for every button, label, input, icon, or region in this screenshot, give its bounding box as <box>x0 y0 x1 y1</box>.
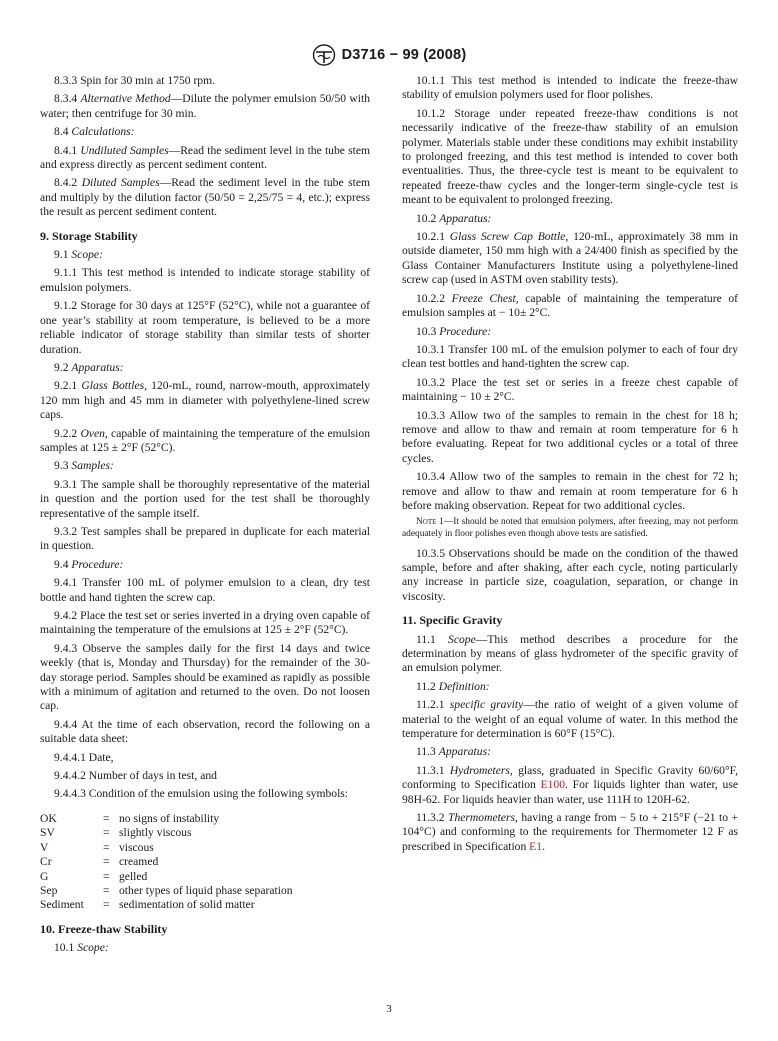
clause-text: 10.1.1 This test method is intended to indicate the freeze-thaw stability of emulsion polymers used for floor polishes. <box>402 74 738 102</box>
clause-term: Oven, <box>80 426 108 440</box>
clause-text: —Read the sediment level in the tube stem and express directly as percent sediment content. <box>40 143 370 172</box>
section-heading: 10. Freeze-thaw Stability <box>40 921 168 936</box>
paragraph <box>40 248 370 262</box>
paragraph <box>40 787 370 801</box>
symbol-description: no signs of instability <box>119 811 220 825</box>
paragraph <box>40 576 370 605</box>
clause-text: capable of maintaining the temperature of emulsion samples at − 10± 2°C. <box>402 291 738 320</box>
symbol-equals: = <box>103 840 110 854</box>
clause-number: 11.3 <box>416 745 439 759</box>
paragraph <box>402 745 738 759</box>
clause-text: —Dilute the polymer emulsion 50/50 with water; then centrifuge for 30 min. <box>40 92 370 120</box>
paragraph <box>402 680 738 694</box>
clause-text: 120-mL, approximately 38 mm in outside diameter, 150 mm high with a 24/400 finish as specified by the Glass Container Manufacturers Institute using a polyethylene-lined screw cap (used in ASTM oven stability tests). <box>402 230 738 287</box>
symbol-abbr: SV <box>40 826 55 840</box>
paragraph <box>40 642 370 714</box>
paragraph <box>402 230 738 288</box>
symbol-description: viscous <box>119 840 154 854</box>
section-heading: 11. Specific Gravity <box>402 613 503 628</box>
clause-number: 9.4 <box>54 557 72 571</box>
symbol-description: sedimentation of solid matter <box>119 898 255 912</box>
section-heading: 9. Storage Stability <box>40 228 138 243</box>
clause-number: 11.2.1 <box>416 698 450 712</box>
clause-text: 9.3.1 The sample shall be thoroughly representative of the material in question and the portion used for the test shall be thoroughly representative of the sample itself. <box>40 477 370 520</box>
symbol-row <box>40 826 293 840</box>
clause-term: Samples: <box>71 459 114 473</box>
clause-text: 10.3.5 Observations should be made on the condition of the thawed sample, before and after shaking, after each cycle, noting particularly any increase in particle size, coagulation, separation, or change in viscosity. <box>402 546 738 603</box>
clause-number: 8.4.2 <box>54 176 82 190</box>
symbol-equals: = <box>103 855 110 869</box>
clause-number: 9.3 <box>54 459 72 473</box>
clause-text: 9.4.4.3 Condition of the emulsion using the following symbols: <box>54 787 349 801</box>
note-label: Note 1 <box>416 517 444 528</box>
paragraph <box>40 176 370 219</box>
page-number: 3 <box>386 1003 392 1015</box>
paragraph <box>40 361 370 375</box>
clause-text: 9.4.1 Transfer 100 mL of polymer emulsion to a clean, dry test bottle and hand tighten the screw cap. <box>40 576 370 604</box>
symbol-equals: = <box>103 826 110 840</box>
paragraph <box>40 478 370 521</box>
clause-term: Undiluted Samples <box>80 143 169 157</box>
clause-number: 11.1 <box>416 632 449 646</box>
clause-text: 8.3.3 Spin for 30 min at 1750 rpm. <box>54 74 216 87</box>
note-paragraph <box>402 517 738 540</box>
clause-text: 10.3.3 Allow two of the samples to remain in the chest for 18 h; remove and allow to thaw and remain at room temperature for 6 h before evaluating. Repeat for two additional cycles or a total of three cycles. <box>402 408 738 465</box>
symbol-description: other types of liquid phase separation <box>119 883 293 897</box>
clause-text: 9.3.2 Test samples shall be prepared in duplicate for each material in question. <box>40 524 370 553</box>
symbol-abbr: V <box>40 840 49 854</box>
paragraph <box>402 376 738 405</box>
page-header <box>0 44 778 66</box>
clause-text: . <box>542 839 545 853</box>
paragraph <box>40 459 370 473</box>
paragraph <box>40 266 370 295</box>
paragraph <box>402 107 738 208</box>
paragraph <box>40 751 370 765</box>
left-column <box>40 74 370 960</box>
clause-text: 9.4.4 At the time of each observation, record the following on a suitable data sheet: <box>40 717 370 746</box>
clause-number: 11.2 <box>416 679 439 693</box>
symbol-row <box>40 841 293 855</box>
specification-link[interactable]: E100 <box>540 778 566 792</box>
clause-text: 9.4.3 Observe the samples daily for the first 14 days and twice weekly (that is, Monday and Thursday) for the remainder of the 30-day storage period. Samples should be examined as rapidly as possible with a minimum of agitation and returned to the oven. Do not loosen cap. <box>40 641 370 713</box>
paragraph <box>40 92 370 121</box>
symbol-row <box>40 870 293 884</box>
paragraph <box>402 633 738 676</box>
clause-term: Glass Screw Cap Bottle, <box>449 230 569 244</box>
clause-number: 8.4.1 <box>54 143 81 157</box>
symbol-description: slightly viscous <box>119 826 192 840</box>
paragraph <box>40 379 370 422</box>
paragraph <box>402 547 738 605</box>
paragraph <box>402 698 738 741</box>
paragraph <box>402 343 738 372</box>
paragraph <box>40 558 370 572</box>
clause-number: 10.3 <box>416 324 440 338</box>
right-column <box>402 74 738 858</box>
symbol-equals: = <box>103 898 110 912</box>
clause-text: glass, graduated in Specific Gravity 60/60°F, conforming to Specification <box>402 763 738 792</box>
paragraph <box>40 718 370 747</box>
symbol-row <box>40 812 293 826</box>
symbol-row <box>40 884 293 898</box>
clause-number: 10.2.2 <box>416 291 452 305</box>
clause-term: Freeze Chest, <box>451 291 519 305</box>
symbol-row <box>40 898 293 912</box>
symbol-table <box>40 812 293 913</box>
clause-term: Hydrometers, <box>449 763 513 777</box>
paragraph <box>40 525 370 554</box>
symbol-description: gelled <box>119 869 148 883</box>
clause-number: 9.2.2 <box>54 426 81 440</box>
clause-number: 9.1 <box>54 248 72 262</box>
clause-text: —Read the sediment level in the tube stem and multiply by the dilution factor (50/50 = 2,25/75 = 4, etc.); express the result as percent sediment content. <box>40 176 370 219</box>
clause-number: 9.2 <box>54 360 72 374</box>
paragraph <box>402 409 738 467</box>
clause-text: 10.1.2 Storage under repeated freeze-thaw conditions is not necessarily indicative of the freeze-thaw stability of an emulsion polymer. Materials stable under these conditions may exhibit instability to prolonged freezing, and this test method is intended to cover both eventualities. Thus, the three-cycle test is meant to be equivalent to repeated freeze-thaw cycles and the longer-term single-cycle test is meant to be equivalent to prolonged freezing. <box>402 106 738 207</box>
paragraph <box>40 427 370 456</box>
symbol-equals: = <box>103 883 110 897</box>
clause-text: 9.1.1 This test method is intended to indicate storage stability of emulsion polymers. <box>40 266 370 294</box>
paragraph <box>402 470 738 513</box>
symbol-equals: = <box>103 811 110 825</box>
clause-number: 9.2.1 <box>54 379 82 393</box>
clause-text: 9.4.4.2 Number of days in test, and <box>54 769 217 783</box>
clause-term: Alternative Method <box>80 92 171 106</box>
clause-text: 9.4.4.1 Date, <box>54 750 114 764</box>
clause-term: Apparatus: <box>71 360 124 374</box>
clause-term: Scope: <box>71 248 103 262</box>
paragraph <box>40 125 370 139</box>
symbol-row <box>40 855 293 869</box>
clause-text: 10.3.1 Transfer 100 mL of the emulsion polymer to each of four dry clean test bottles and hand-tighten the screw cap. <box>402 342 738 371</box>
clause-number: 11.3.2 <box>416 811 448 825</box>
clause-text: —This method describes a procedure for the determination by means of glass hydrometer of the specific gravity of an emulsion polymer. <box>402 632 738 675</box>
paragraph <box>40 144 370 173</box>
clause-number: 8.4 <box>54 125 72 139</box>
symbol-abbr: Cr <box>40 855 52 869</box>
paragraph <box>402 292 738 321</box>
astm-logo-icon <box>312 44 336 66</box>
paragraph <box>40 769 370 783</box>
paragraph <box>40 74 370 88</box>
clause-text: having a range from − 5 to + 215°F (−21 to + 104°C) and conforming to the requirements for Thermometer 12 F as prescribed in Specification <box>402 811 739 853</box>
clause-term: Calculations: <box>71 125 135 139</box>
clause-text: 9.4.2 Place the test set or series inverted in a drying oven capable of maintaining the temperature of the emulsions at 125 ± 2°F (52°C). <box>40 609 370 637</box>
clause-text: 120-mL, round, narrow-mouth, approximately 120 mm high and 45 mm in diameter with polyethylene-lined screw caps. <box>40 379 370 422</box>
clause-text: capable of maintaining the temperature of the emulsion samples at 125 ± 2°F (52°C). <box>40 426 370 454</box>
clause-text: 10.3.2 Place the test set or series in a freeze chest capable of maintaining − 10 ± 2°C. <box>402 375 738 404</box>
symbol-abbr: Sep <box>40 883 58 897</box>
clause-number: 10.2.1 <box>416 230 450 244</box>
clause-number: 8.3.4 <box>54 92 81 106</box>
clause-number: 11.3.1 <box>416 763 450 777</box>
paragraph <box>402 811 738 854</box>
clause-term: Scope: <box>77 941 109 955</box>
paragraph <box>40 941 370 955</box>
clause-number: 10.1 <box>54 941 78 955</box>
clause-term: Diluted Samples <box>81 176 160 190</box>
document-id: D3716 − 99 (2008) <box>341 47 467 63</box>
paragraph <box>402 764 738 807</box>
clause-number: 10.2 <box>416 211 440 225</box>
symbol-equals: = <box>103 869 110 883</box>
clause-term: Glass Bottles, <box>81 379 148 393</box>
clause-text: 9.1.2 Storage for 30 days at 125°F (52°C), while not a guarantee of one year’s stability at room temperature, is believed to be a more reliable indicator of storage stability than similar tests of shorter duration. <box>40 299 370 356</box>
symbol-description: creamed <box>119 855 159 869</box>
clause-term: Definition: <box>438 679 490 693</box>
clause-text: —the ratio of weight of a given volume of material to the weight of an equal volume of water. In this method the temperature for determination is 60°F (15°C). <box>402 698 739 741</box>
paragraph <box>40 609 370 638</box>
clause-term: Thermometers, <box>448 811 518 825</box>
clause-term: Scope <box>448 632 476 646</box>
note-text: —It should be noted that emulsion polymers, after freezing, may not perform adequately in floor polishes even though above tests are satisfied. <box>402 517 738 539</box>
paragraph <box>402 325 738 339</box>
paragraph <box>402 212 738 226</box>
clause-text: 10.3.4 Allow two of the samples to remain in the chest for 72 h; remove and allow to thaw and remain at room temperature for 6 h before making observation. Repeat for two additional cycles. <box>402 470 738 512</box>
clause-term: Procedure: <box>71 557 124 571</box>
clause-term: Apparatus: <box>439 211 492 225</box>
symbol-abbr: OK <box>40 811 57 825</box>
paragraph <box>402 74 738 103</box>
symbol-abbr: Sediment <box>40 898 84 912</box>
paragraph <box>40 299 370 357</box>
clause-term: Procedure: <box>439 324 492 338</box>
specification-link[interactable]: E1 <box>529 839 543 853</box>
symbol-abbr: G <box>40 869 49 883</box>
clause-text: . For liquids lighter than water, use 98H-62. For liquids heavier than water, use 111H to 120H-62. <box>402 778 738 806</box>
clause-term: Apparatus: <box>438 745 491 759</box>
clause-term: specific gravity <box>449 698 524 712</box>
